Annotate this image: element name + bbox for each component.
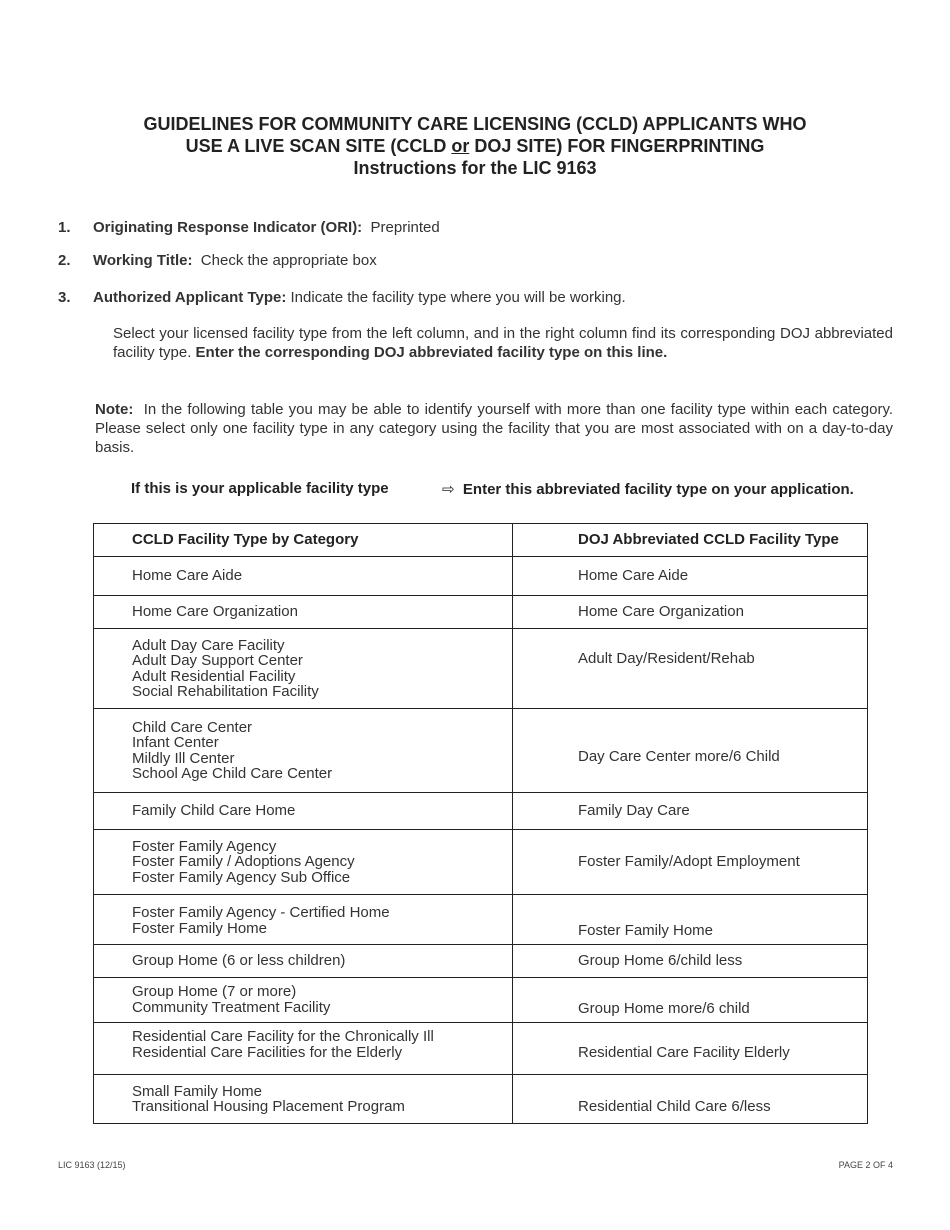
table-header-doj: DOJ Abbreviated CCLD Facility Type	[513, 524, 868, 557]
title-line-3: Instructions for the LIC 9163	[353, 158, 597, 178]
doj-cell: Day Care Center more/6 Child	[513, 709, 868, 793]
title-line-2-post: DOJ SITE) FOR FINGERPRINTING	[469, 136, 765, 156]
category-line: Home Care Aide	[132, 567, 243, 585]
category-line: Foster Family Home	[132, 919, 268, 937]
category-line: Child Care Center	[132, 718, 253, 736]
category-cell	[94, 557, 513, 596]
doj-cell: Group Home 6/child less	[513, 945, 868, 978]
guide-left: If this is your applicable facility type	[131, 480, 389, 497]
document-title	[0, 113, 950, 179]
table-row	[94, 793, 868, 830]
note-paragraph	[95, 400, 893, 457]
category-line: Family Child Care Home	[132, 802, 296, 820]
item-label: Originating Response Indicator (ORI):	[93, 219, 363, 236]
table-row	[94, 1023, 868, 1075]
category-line: Infant Center	[132, 734, 219, 751]
footer-page-number: PAGE 2 OF 4	[838, 1160, 893, 1170]
category-line: Foster Family Agency - Certified Home	[132, 904, 390, 921]
guide-right	[442, 480, 854, 498]
category-cell	[94, 830, 513, 895]
title-line-2-pre: USE A LIVE SCAN SITE (CCLD	[185, 136, 452, 156]
category-line: Group Home (6 or less children)	[132, 952, 346, 970]
instruction-paragraph	[113, 324, 893, 362]
item-text: Preprinted	[370, 219, 440, 236]
category-line: Adult Residential Facility	[132, 667, 296, 685]
category-line: Adult Day Care Facility	[132, 636, 285, 654]
table-row	[94, 830, 868, 895]
doj-cell: Residential Care Facility Elderly	[513, 1023, 868, 1075]
category-line: Home Care Organization	[132, 603, 298, 621]
title-line-2	[0, 135, 950, 157]
category-line: Residential Care Facility for the Chronically Ill	[132, 1028, 434, 1045]
doj-cell: Group Home more/6 child	[513, 978, 868, 1023]
category-line: Transitional Housing Placement Program	[132, 1098, 405, 1115]
category-cell	[94, 709, 513, 793]
category-cell	[94, 1075, 513, 1124]
note-text: In the following table you may be able to identify yourself with more than one facility type within each category. Please select only one facility type in any category using the facility that you are most associated with on a day-to-day basis.	[95, 401, 893, 456]
category-cell	[94, 945, 513, 978]
category-cell	[94, 793, 513, 830]
table-row	[94, 629, 868, 709]
category-line: Small Family Home	[132, 1082, 263, 1100]
category-line: Residential Care Facilities for the Elderly	[132, 1043, 403, 1061]
arrow-right-icon: ⇨	[442, 481, 455, 498]
table-row	[94, 895, 868, 945]
table-row	[94, 557, 868, 596]
doj-cell: Home Care Aide	[513, 557, 868, 596]
category-line: Group Home (7 or more)	[132, 983, 297, 1000]
category-line: Social Rehabilitation Facility	[132, 683, 319, 700]
guide-right-text: Enter this abbreviated facility type on your application.	[462, 481, 854, 498]
title-line-1: GUIDELINES FOR COMMUNITY CARE LICENSING (CCLD) APPLICANTS WHO	[143, 114, 807, 134]
doj-cell: Adult Day/Resident/Rehab	[513, 629, 868, 709]
item-number: 3.	[58, 289, 71, 306]
instruction-bold: Enter the corresponding DOJ abbreviated facility type on this line.	[195, 344, 668, 361]
doj-cell: Foster Family Home	[513, 895, 868, 945]
item-text: Indicate the facility type where you will be working.	[290, 289, 626, 306]
item-label: Authorized Applicant Type:	[93, 289, 287, 306]
category-line: Foster Family Agency	[132, 837, 277, 855]
facility-type-table	[93, 523, 868, 1124]
title-line-2-or: or	[451, 136, 470, 156]
category-cell	[94, 978, 513, 1023]
category-line: Mildly Ill Center	[132, 749, 235, 767]
category-cell	[94, 895, 513, 945]
item-label: Working Title:	[93, 252, 193, 269]
category-line: Foster Family / Adoptions Agency	[132, 853, 355, 871]
item-number: 2.	[58, 252, 71, 269]
table-header-row	[94, 524, 868, 557]
instruction-text: Select your licensed facility type from the left column, and in the right column find its corresponding DOJ abbreviated facility type.	[113, 325, 893, 361]
table-row	[94, 1075, 868, 1124]
table-row	[94, 978, 868, 1023]
note-label: Note:	[95, 401, 134, 418]
category-line: Adult Day Support Center	[132, 652, 303, 669]
category-line: School Age Child Care Center	[132, 765, 333, 782]
category-line: Community Treatment Facility	[132, 998, 331, 1016]
item-number: 1.	[58, 219, 71, 236]
doj-cell: Foster Family/Adopt Employment	[513, 830, 868, 895]
table-row	[94, 709, 868, 793]
category-cell	[94, 1023, 513, 1075]
category-cell	[94, 596, 513, 629]
doj-cell: Home Care Organization	[513, 596, 868, 629]
doj-cell: Residential Child Care 6/less	[513, 1075, 868, 1124]
item-text: Check the appropriate box	[200, 252, 377, 269]
table-row	[94, 945, 868, 978]
category-cell	[94, 629, 513, 709]
category-line: Foster Family Agency Sub Office	[132, 868, 351, 886]
table-row	[94, 596, 868, 629]
table-header-ccld: CCLD Facility Type by Category	[94, 524, 513, 557]
doj-cell: Family Day Care	[513, 793, 868, 830]
footer-form-number: LIC 9163 (12/15)	[58, 1160, 126, 1170]
